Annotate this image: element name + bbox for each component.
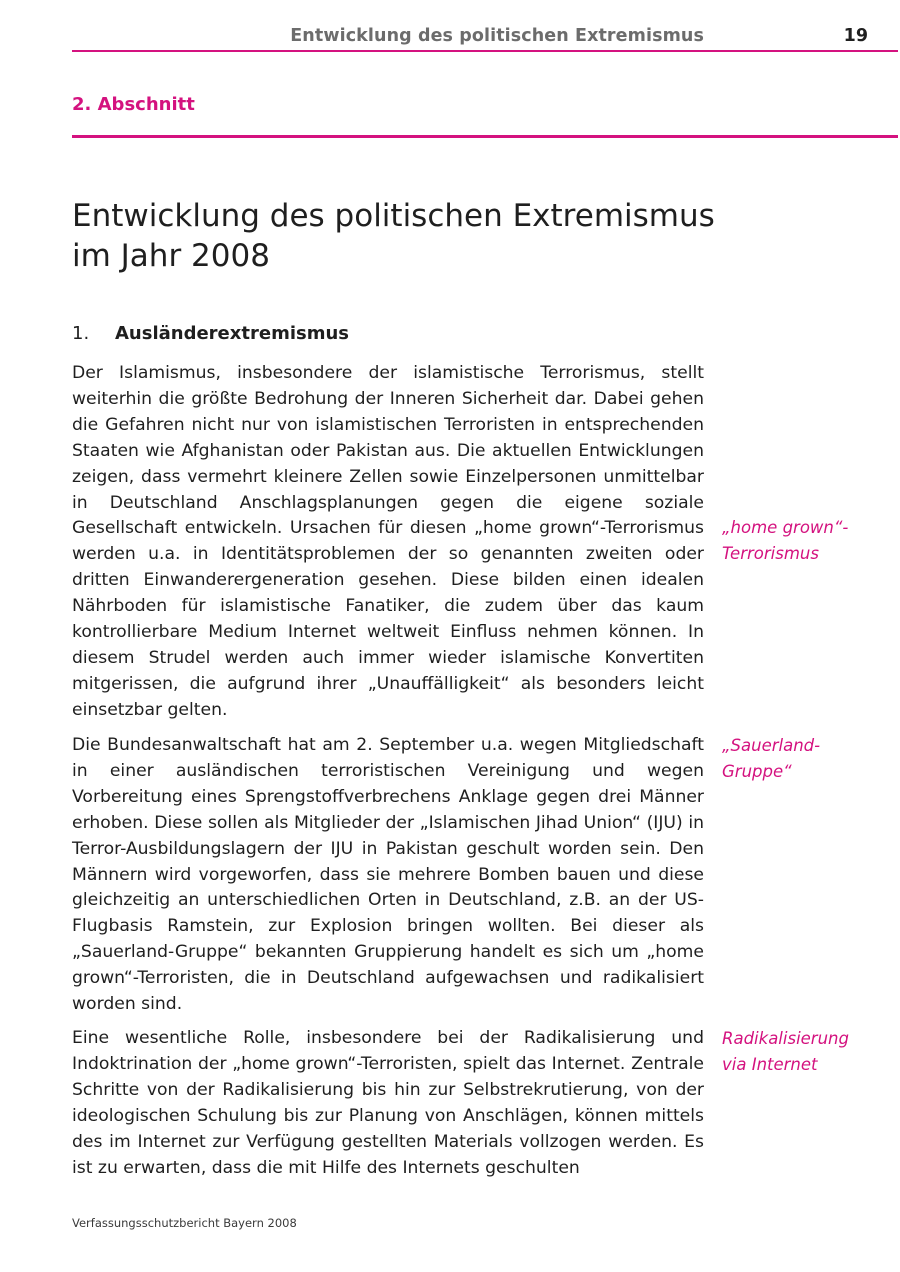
footer-source: Verfassungsschutzbericht Bayern 2008 bbox=[72, 1216, 297, 1230]
chapter-number: 1. bbox=[72, 323, 90, 344]
running-title: Entwicklung des politischen Extremismus bbox=[290, 26, 704, 46]
section-label: 2. Abschnitt bbox=[72, 94, 195, 115]
section-divider bbox=[72, 135, 898, 138]
page-number: 19 bbox=[843, 26, 868, 46]
page-title bbox=[72, 196, 752, 276]
margin-note-radikalisierung: Radikalisierung via Internet bbox=[722, 1029, 849, 1074]
page-title-line-1: Entwicklung des politischen Extremismus bbox=[72, 198, 715, 234]
margin-note-home-grown: „home grown“-Terrorismus bbox=[722, 518, 849, 563]
chapter-heading bbox=[72, 321, 349, 347]
margin-note-sauerland: „Sauerland-Gruppe“ bbox=[722, 736, 821, 781]
paragraph-3: Eine wesentliche Rolle, insbesondere bei der Radikalisierung und Indoktrination der „home grown“-Terroristen, spielt das Internet. Zentrale Schritte von der Radikalisierung bis hin zur Selbstrekrutierung, von der ideologischen Schulung bis zur Planung von Anschlägen, können mittels des im Internet zur Verfügung gestellten Materials vollzogen werden. Es ist zu erwarten, dass die mit Hilfe des Internets geschulten bbox=[72, 1028, 704, 1178]
page-title-line-2: im Jahr 2008 bbox=[72, 238, 270, 274]
paragraph-1: Der Islamismus, insbesondere der islamistische Terrorismus, stellt weiterhin die größte Bedrohung der Inneren Sicherheit dar. Dabei gehen die Gefahren nicht nur von islamistischen Terroristen in entsprechenden Staaten wie Afghanistan oder Pakistan aus. Die aktuellen Entwicklungen zeigen, dass vermehrt kleinere Zellen sowie Einzelpersonen unmittelbar in Deutschland Anschlagsplanungen gegen die eigene soziale Gesellschaft entwickeln. Ursachen für diesen „home grown“-Terrorismus werden u.a. in Identitätsproblemen der so genannten zweiten oder dritten Einwanderergeneration gesehen. Diese bilden einen idealen Nährboden für islamistische Fanatiker, die zudem über das kaum kontrollierbare Medium Internet weltweit Einfluss nehmen können. In diesem Strudel werden auch immer wieder islamische Konvertiten mitgerissen, die aufgrund ihrer „Unauffälligkeit“ als besonders leicht einsetzbar gelten. bbox=[72, 363, 704, 720]
chapter-label: Ausländerextremismus bbox=[115, 323, 349, 344]
paragraph-2: Die Bundesanwaltschaft hat am 2. September u.a. wegen Mitgliedschaft in einer ausländischen terroristischen Vereinigung und wegen Vorbereitung eines Sprengstoffverbrechens Anklage gegen drei Männer erhoben. Diese sollen als Mitglieder der „Islamischen Jihad Union“ (IJU) in Terror-Ausbildungslagern der IJU in Pakistan geschult worden sein. Den Männern wird vorgeworfen, dass sie mehrere Bomben bauen und diese gleichzeitig an unterschiedlichen Orten in Deutschland, z.B. an der US-Flugbasis Ramstein, zur Explosion bringen wollten. Bei dieser als „Sauerland-Gruppe“ bekannten Gruppierung handelt es sich um „home grown“-Terroristen, die in Deutschland aufgewachsen und radikalisiert worden sind. bbox=[72, 735, 704, 1015]
running-header bbox=[72, 26, 898, 52]
